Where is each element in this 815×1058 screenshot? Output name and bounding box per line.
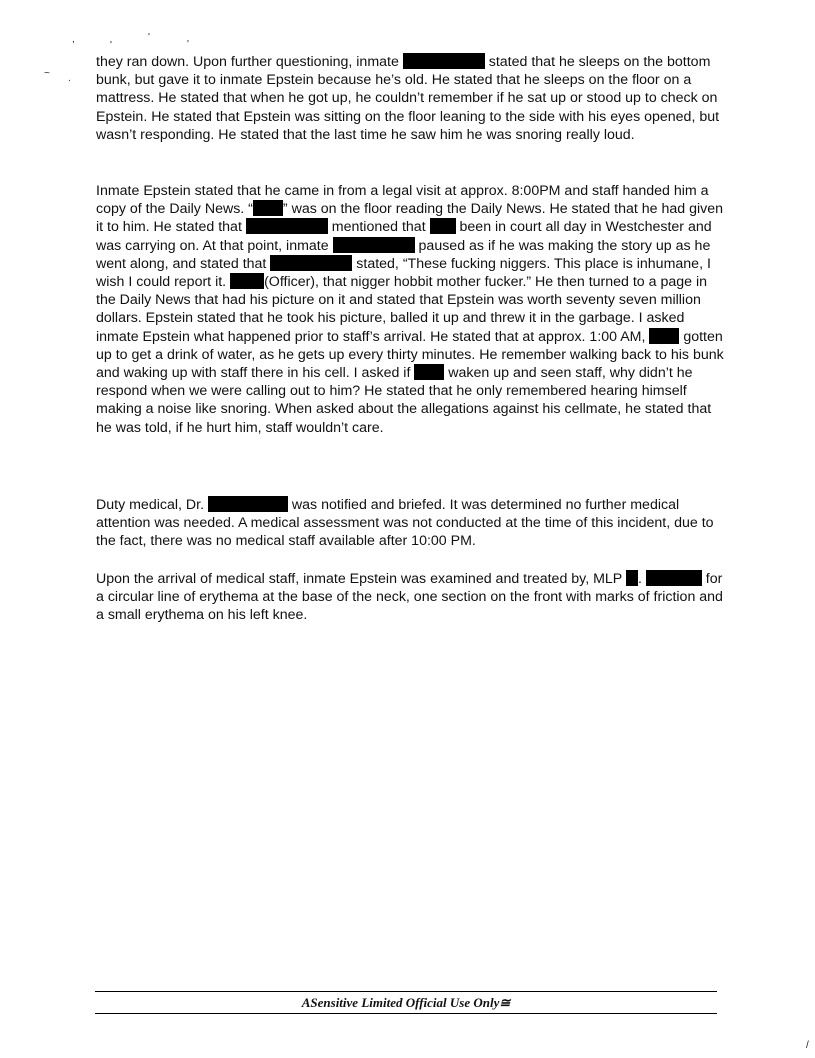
para4-text: .: [637, 571, 646, 587]
scan-speck: ': [148, 32, 150, 43]
redaction-box: [649, 328, 679, 344]
para2-text: ” was on the floor reading the Daily News. He stated that he had given it to him. He stated that: [96, 201, 723, 236]
scan-speck: ': [110, 40, 112, 51]
para2-text: mentioned that: [327, 219, 430, 236]
scan-speck: /: [806, 1040, 809, 1051]
paragraph-questioning: [96, 53, 726, 144]
para4-text: for a circular line of erythema at the base of the neck, one section on the front with marks of friction and a small erythema on his left knee.: [96, 571, 723, 624]
paragraph-epstein-statement: [96, 182, 726, 437]
para1-text: stated that he sleeps on the bottom bunk, but gave it to inmate Epstein because he’s old. He stated that he sleeps on the floor on a mattress. He stated that when he got up, he couldn’t remember if he sat up or stood up to check on Epstein. He stated that Epstein was sitting on the floor leaning to the side with his eyes opened, but wasn’t responding. He stated that the last time he saw him he was snoring really loud.: [96, 54, 720, 143]
para2-text: gotten up to get a drink of water, as he gets up every thirty minutes. He remember walking back to his bunk and waking up with staff there in his cell. I asked if: [96, 328, 724, 382]
redaction-box: [230, 273, 264, 289]
para2-text: stated, “These fucking niggers. This place is inhumane, I wish I could report it.: [96, 255, 711, 291]
redaction-box: [626, 570, 638, 586]
redaction-box: [430, 218, 456, 234]
footer-rule-top: [95, 991, 717, 992]
redaction-box: [208, 496, 288, 512]
para2-text: (Officer), that nigger hobbit mother fucker.” He then turned to a page in the Daily News that had his picture on it and stated that Epstein was worth seventy seven million dollars. Epstein stated that he took his picture, balled it up and threw it in the garbage. I asked inmate Epstein what happened prior to staff’s arrival. He stated that at approx. 1:00 AM,: [96, 274, 708, 345]
para4-text: Upon the arrival of medical staff, inmate Epstein was examined and treated by, MLP: [96, 571, 626, 587]
scan-speck: .: [68, 73, 71, 84]
para3-text: was notified and briefed. It was determined no further medical attention was needed. A medical assessment was not conducted at the time of this incident, due to the fact, there was no medical staff available after 10:00 PM.: [96, 497, 714, 550]
scan-speck: ': [187, 39, 189, 50]
para1-text: Upon further questioning, inmate: [189, 54, 403, 70]
redaction-box: [253, 200, 283, 216]
para2-text: Inmate Epstein stated that he came in from a legal visit at approx. 8:00PM and staff handed him a copy of the Daily News. “: [96, 183, 709, 218]
footer-classification: ASensitive Limited Official Use Only≅: [301, 995, 511, 1010]
para2-text: paused as if he was making the story up as he went along, and stated that: [96, 237, 711, 272]
redaction-box: [270, 255, 352, 271]
redaction-box: [646, 570, 702, 586]
scan-speck: ~: [44, 68, 50, 79]
redaction-box: [246, 218, 328, 234]
para2-text: waken up and seen staff, why didn’t he respond when we were calling out to him? He stated that he only remembered hearing himself making a noise like snoring. When asked about the allegations against his cellmate, he stated that he was told, if he hurt him, staff wouldn’t care.: [96, 365, 712, 436]
paragraph-medical-exam: [96, 570, 726, 625]
redaction-box: [333, 237, 415, 253]
paragraph-duty-medical: [96, 496, 726, 551]
footer-rule-bottom: [95, 1013, 717, 1014]
para1-text: they ran down.: [96, 54, 190, 70]
scan-speck: ,: [72, 34, 75, 45]
para3-text: Duty medical, Dr.: [96, 497, 208, 513]
para2-text: been in court all day in Westchester and was carrying on. At that point, inmate: [96, 219, 712, 254]
redaction-box: [403, 53, 485, 69]
redaction-box: [414, 364, 444, 380]
